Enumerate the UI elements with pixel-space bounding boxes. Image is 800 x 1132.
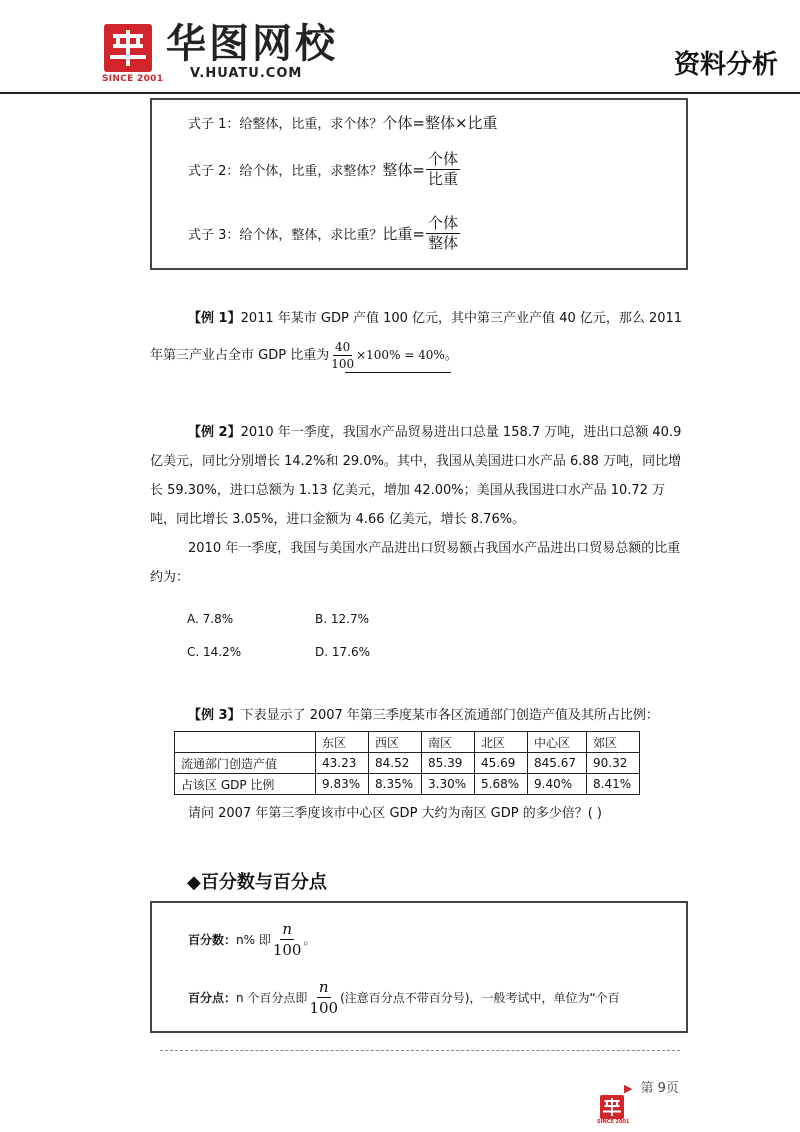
table-cell: 5.68% <box>475 774 528 795</box>
example-3-question: 请问 2007 年第三季度该市中心区 GDP 大约为南区 GDP 的多少倍？( ) <box>188 806 603 821</box>
table-row <box>175 753 640 774</box>
formula-2-denominator: 比重 <box>427 170 458 188</box>
triangle-right-icon: ▶ <box>624 1082 633 1095</box>
percent-fraction <box>271 919 304 960</box>
percent-end: 。 <box>303 933 316 947</box>
formula-1-expr: 个体=整体×比重 <box>382 114 498 132</box>
table-cell: 43.23 <box>316 753 369 774</box>
percent-box <box>150 901 688 1033</box>
section-title: 资料分析 <box>673 50 778 80</box>
example-3-tag: 【例 3】 <box>188 708 241 723</box>
percentage-point-denominator: 100 <box>309 999 339 1017</box>
huatu-logo-icon <box>104 24 152 72</box>
table-cell: 占该区 GDP 比例 <box>175 774 316 795</box>
example-1 <box>150 304 688 372</box>
table-header-cell <box>175 732 316 753</box>
formula-2-numerator: 个体 <box>427 150 458 168</box>
table-cell: 9.83% <box>316 774 369 795</box>
table-header-row <box>175 732 640 753</box>
example-2-text: 2010 年一季度，我国水产品贸易进出口总量 158.7 万吨，进出口总额 40.9 亿美元，同比分别增长 14.2%和 29.0%。其中，我国从美国进口水产品 6.88 万吨，同比增长 59.30%，进口总额为 1.13 亿美元，增加 42.00%；美国从我国进口水产品 10.72 万吨，同比增长 3.05%，进口金额为 4.66 亿美元，增长 8.76%。 <box>150 425 682 527</box>
district-table <box>174 731 640 795</box>
since-label: SINCE 2001 <box>102 74 164 84</box>
formula-1-label: 式子 1：给整体，比重，求个体？ <box>188 117 383 132</box>
table-header-cell: 北区 <box>475 732 528 753</box>
percentage-point-text: n 个百分点即 <box>236 991 308 1005</box>
formula-2-label: 式子 2：给个体，比重，求整体？ <box>188 164 383 179</box>
percent-section-heading: ◆百分数与百分点 <box>187 872 327 893</box>
table-cell: 45.69 <box>475 753 528 774</box>
option-d[interactable]: D. 17.6% <box>315 645 370 659</box>
table-header-cell: 中心区 <box>528 732 587 753</box>
formula-3-denominator: 整体 <box>427 234 458 252</box>
formula-3 <box>188 214 460 253</box>
percent-denominator: 100 <box>272 941 302 959</box>
example-1-line2: 年第三产业占全市 GDP 比重为 <box>150 348 330 363</box>
table-cell: 8.41% <box>587 774 640 795</box>
example-1-tag: 【例 1】 <box>188 311 241 326</box>
percent-text: n% 即 <box>236 933 271 947</box>
percentage-point-rest: (注意百分点不带百分号)，一般考试中，单位为“个百 <box>340 991 620 1005</box>
footer-since: SINCE 2001 <box>597 1119 630 1125</box>
example-2 <box>150 418 688 592</box>
percentage-point-definition <box>188 977 620 1018</box>
example-3-intro-text: 下表显示了 2007 年第三季度某市各区流通部门创造产值及其所占比例： <box>240 708 659 723</box>
example-1-end: 。 <box>444 348 458 363</box>
table-cell: 90.32 <box>587 753 640 774</box>
page-number <box>624 1077 679 1096</box>
footer-divider <box>160 1050 680 1051</box>
percent-label: 百分数： <box>188 933 237 947</box>
example-1-result: ×100% = 40% <box>356 348 445 362</box>
formula-3-label: 式子 3：给个体，整体，求比重？ <box>188 228 383 243</box>
example-1-numerator: 40 <box>335 340 351 354</box>
table-cell: 3.30% <box>422 774 475 795</box>
option-a[interactable]: A. 7.8% <box>187 612 234 626</box>
page-number-text: 第 9页 <box>640 1081 679 1096</box>
formula-2-expr: 整体= <box>382 161 425 179</box>
option-c[interactable]: C. 14.2% <box>187 645 242 659</box>
example-1-denominator: 100 <box>331 357 355 371</box>
answer-underline <box>345 372 451 373</box>
percent-numerator: n <box>282 920 292 938</box>
brand-logo <box>104 24 152 72</box>
percentage-point-numerator: n <box>318 978 329 996</box>
formula-2 <box>188 150 460 189</box>
formula-3-numerator: 个体 <box>427 214 458 232</box>
table-header-cell: 东区 <box>316 732 369 753</box>
example-1-fraction <box>329 339 356 372</box>
formula-2-fraction <box>426 150 460 189</box>
formula-box <box>150 98 688 270</box>
table-cell: 流通部门创造产值 <box>175 753 316 774</box>
example-2-question: 2010 年一季度，我国与美国水产品进出口贸易额占我国水产品进出口贸易总额的比重约为： <box>150 541 681 585</box>
huatu-logo-icon <box>600 1095 624 1119</box>
example-2-tag: 【例 2】 <box>188 425 241 440</box>
table-cell: 845.67 <box>528 753 587 774</box>
formula-1 <box>188 112 498 133</box>
table-cell: 84.52 <box>369 753 422 774</box>
option-b[interactable]: B. 12.7% <box>315 612 369 626</box>
header-divider <box>0 92 800 94</box>
brand-url: V.HUATU.COM <box>190 66 303 81</box>
formula-3-expr: 比重= <box>382 225 425 243</box>
table-cell: 8.35% <box>369 774 422 795</box>
table-header-cell: 南区 <box>422 732 475 753</box>
table-row <box>175 774 640 795</box>
example-3-question-wrap <box>150 799 688 828</box>
example-3-intro <box>150 701 688 730</box>
table-header-cell: 西区 <box>369 732 422 753</box>
percent-definition <box>188 919 316 960</box>
formula-3-fraction <box>426 214 460 253</box>
table-cell: 9.40% <box>528 774 587 795</box>
percentage-point-fraction <box>307 977 340 1018</box>
footer-logo <box>600 1095 624 1119</box>
example-1-line1: 2011 年某市 GDP 产值 100 亿元，其中第三产业产值 40 亿元，那么 2011 <box>240 311 683 326</box>
table-header-cell: 郊区 <box>587 732 640 753</box>
table-cell: 85.39 <box>422 753 475 774</box>
percentage-point-label: 百分点： <box>188 991 237 1005</box>
brand-name: 华图网校 <box>166 21 338 67</box>
